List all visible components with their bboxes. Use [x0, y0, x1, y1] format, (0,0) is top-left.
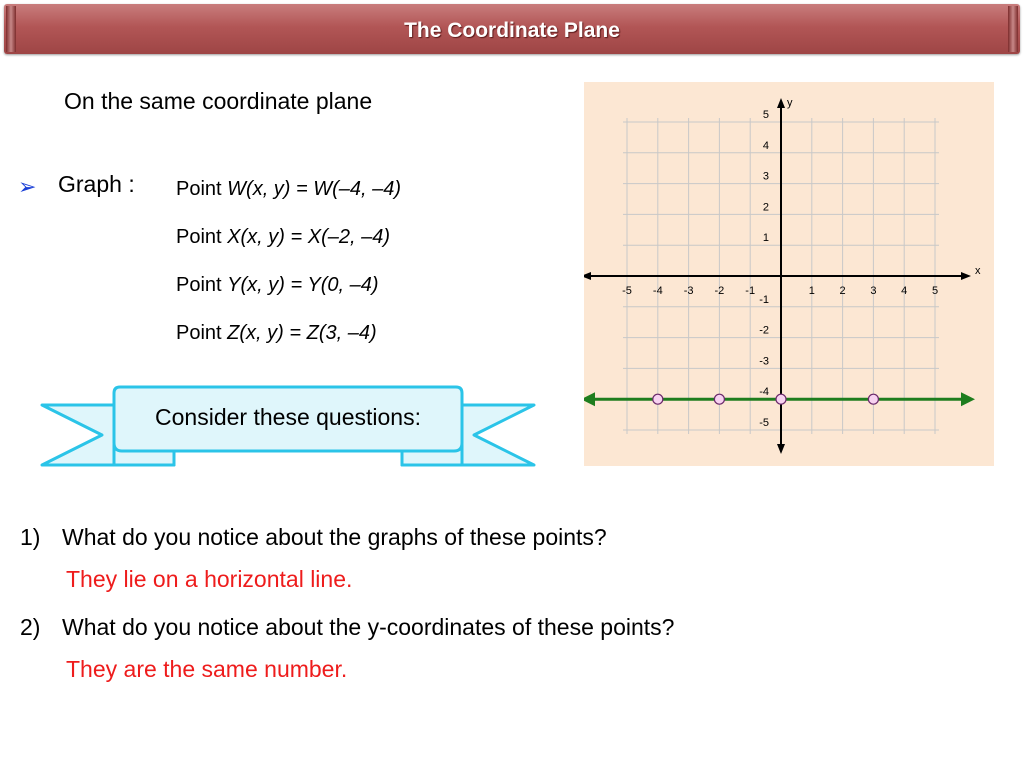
- arrowhead-bullet-icon: ➢: [18, 174, 37, 199]
- point-prefix: Point: [176, 178, 228, 200]
- x-tick-label: -2: [714, 285, 725, 297]
- y-tick-label: 2: [762, 201, 769, 214]
- data-point: [776, 394, 786, 404]
- line-arrow-left: [584, 392, 595, 406]
- x-tick-label: -1: [745, 285, 756, 297]
- question-text: What do you notice about the y-coordinates of these points?: [62, 614, 675, 640]
- point-x-expression: X(x, y) = X(–2, –4): [227, 226, 390, 248]
- y-tick-label: -3: [759, 355, 769, 368]
- y-tick-label: 1: [762, 232, 769, 245]
- point-y-expression: Y(x, y) = Y(0, –4): [227, 274, 379, 296]
- data-point: [714, 394, 724, 404]
- x-axis-label: x: [975, 265, 981, 277]
- y-tick-label: 4: [762, 139, 769, 152]
- coordinate-plane: [584, 82, 994, 466]
- question-number: 2): [20, 614, 41, 640]
- x-tick-label: -4: [652, 285, 663, 297]
- answer-2: They are the same number.: [66, 656, 348, 682]
- x-tick-label: 2: [839, 285, 846, 297]
- x-tick-label: 5: [931, 285, 939, 297]
- answer-1: They lie on a horizontal line.: [66, 566, 353, 592]
- y-tick-label: -1: [759, 293, 769, 306]
- data-point: [653, 394, 663, 404]
- point-w-expression: W(x, y) = W(–4, –4): [227, 178, 402, 200]
- point-w-line: [176, 178, 401, 201]
- x-tick-label: 1: [808, 285, 815, 297]
- x-tick-label: 4: [901, 285, 908, 297]
- y-tick-label: -2: [759, 324, 769, 337]
- x-tick-label: -3: [683, 285, 694, 297]
- point-prefix: Point: [176, 322, 228, 344]
- y-axis-label: y: [787, 97, 793, 109]
- y-tick-label: -5: [759, 417, 769, 429]
- y-axis-arrow-up: [777, 98, 785, 108]
- graph-label: Graph :: [58, 171, 135, 197]
- question-text: What do you notice about the graphs of these points?: [62, 524, 607, 550]
- data-point: [868, 394, 878, 404]
- x-axis-arrow-left: [584, 272, 591, 280]
- point-prefix: Point: [176, 274, 228, 296]
- title-bar: [4, 4, 1020, 54]
- question-1: [20, 524, 607, 551]
- y-axis-arrow-down: [777, 444, 785, 454]
- intro-text: On the same coordinate plane: [64, 88, 373, 114]
- y-tick-label: 3: [762, 170, 769, 183]
- x-tick-label: -5: [622, 285, 632, 297]
- coordinate-plane-panel: [584, 82, 994, 466]
- point-z-line: [176, 322, 377, 345]
- question-2: [20, 614, 674, 641]
- y-tick-label: 5: [762, 109, 769, 121]
- point-prefix: Point: [176, 226, 228, 248]
- point-x-line: [176, 226, 390, 249]
- x-axis-arrow-right: [961, 272, 971, 280]
- x-tick-label: 3: [870, 285, 877, 297]
- point-y-line: [176, 274, 379, 297]
- y-tick-label: -4: [759, 386, 769, 399]
- point-z-expression: Z(x, y) = Z(3, –4): [227, 322, 377, 344]
- slide-title: The Coordinate Plane: [404, 19, 620, 42]
- line-arrow-right: [961, 392, 975, 406]
- banner-text: Consider these questions:: [155, 404, 421, 430]
- question-number: 1): [20, 524, 41, 550]
